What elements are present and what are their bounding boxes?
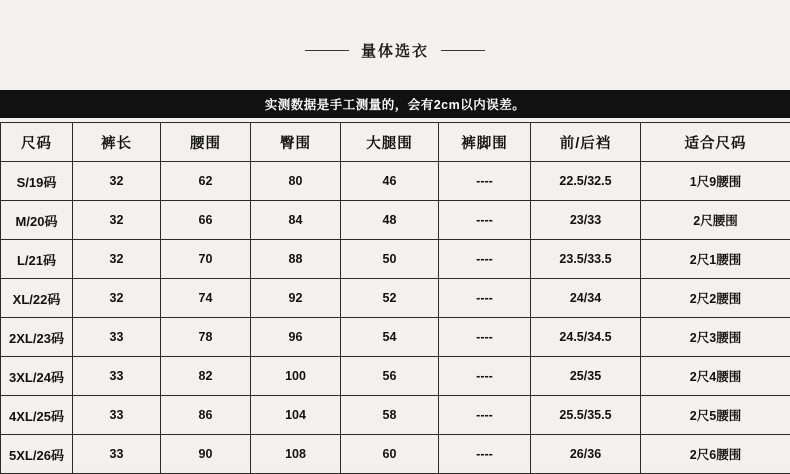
cell-pant-length: 32 [73,240,161,279]
size-table-head [1,123,790,162]
cell-pant-length: 33 [73,396,161,435]
cell-thigh: 54 [341,318,439,357]
cell-pant-length: 33 [73,318,161,357]
cell-hip: 108 [251,435,341,474]
table-row [1,318,790,357]
cell-fit-size: 2尺1腰围 [641,240,790,279]
cell-fit-size: 2尺腰围 [641,201,790,240]
cell-hip: 104 [251,396,341,435]
cell-rise: 25/35 [531,357,641,396]
cell-leg-opening: ---- [439,318,531,357]
cell-thigh: 50 [341,240,439,279]
cell-waist: 62 [161,162,251,201]
cell-thigh: 58 [341,396,439,435]
cell-rise: 26/36 [531,435,641,474]
cell-fit-size: 2尺6腰围 [641,435,790,474]
cell-hip: 80 [251,162,341,201]
column-header-waist: 腰围 [161,123,251,162]
cell-thigh: 52 [341,279,439,318]
cell-fit-size: 2尺2腰围 [641,279,790,318]
title-rule-right [441,50,485,51]
column-header-pant-length: 裤长 [73,123,161,162]
cell-leg-opening: ---- [439,435,531,474]
cell-size: 3XL/24码 [1,357,73,396]
cell-waist: 74 [161,279,251,318]
cell-size: 4XL/25码 [1,396,73,435]
page-title-row [0,40,790,61]
cell-thigh: 46 [341,162,439,201]
cell-size: 5XL/26码 [1,435,73,474]
column-header-size: 尺码 [1,123,73,162]
cell-size: S/19码 [1,162,73,201]
cell-hip: 100 [251,357,341,396]
cell-pant-length: 33 [73,357,161,396]
cell-fit-size: 2尺3腰围 [641,318,790,357]
table-row [1,357,790,396]
cell-waist: 86 [161,396,251,435]
column-header-fit-size: 适合尺码 [641,123,790,162]
cell-waist: 66 [161,201,251,240]
cell-hip: 84 [251,201,341,240]
column-header-rise: 前/后裆 [531,123,641,162]
cell-size: 2XL/23码 [1,318,73,357]
cell-fit-size: 2尺4腰围 [641,357,790,396]
cell-waist: 90 [161,435,251,474]
cell-pant-length: 32 [73,162,161,201]
cell-pant-length: 32 [73,201,161,240]
cell-leg-opening: ---- [439,279,531,318]
cell-leg-opening: ---- [439,162,531,201]
column-header-leg-opening: 裤脚围 [439,123,531,162]
cell-rise: 24.5/34.5 [531,318,641,357]
cell-fit-size: 2尺5腰围 [641,396,790,435]
cell-thigh: 56 [341,357,439,396]
page-title: 量体选衣 [349,40,441,61]
table-header-row [1,123,790,162]
cell-rise: 22.5/32.5 [531,162,641,201]
cell-rise: 25.5/35.5 [531,396,641,435]
cell-rise: 24/34 [531,279,641,318]
cell-size: L/21码 [1,240,73,279]
cell-rise: 23/33 [531,201,641,240]
cell-rise: 23.5/33.5 [531,240,641,279]
cell-size: M/20码 [1,201,73,240]
cell-fit-size: 1尺9腰围 [641,162,790,201]
cell-leg-opening: ---- [439,201,531,240]
cell-leg-opening: ---- [439,396,531,435]
table-row [1,435,790,474]
cell-waist: 70 [161,240,251,279]
cell-hip: 96 [251,318,341,357]
cell-leg-opening: ---- [439,357,531,396]
measurement-notice: 实测数据是手工测量的，会有2cm以内误差。 [0,90,790,118]
table-row [1,201,790,240]
size-table-body [1,162,790,474]
cell-pant-length: 32 [73,279,161,318]
cell-leg-opening: ---- [439,240,531,279]
cell-size: XL/22码 [1,279,73,318]
table-row [1,279,790,318]
cell-thigh: 60 [341,435,439,474]
size-table [0,122,790,474]
title-rule-left [305,50,349,51]
column-header-thigh: 大腿围 [341,123,439,162]
cell-hip: 88 [251,240,341,279]
table-row [1,162,790,201]
cell-thigh: 48 [341,201,439,240]
column-header-hip: 臀围 [251,123,341,162]
cell-pant-length: 33 [73,435,161,474]
cell-hip: 92 [251,279,341,318]
cell-waist: 78 [161,318,251,357]
table-row [1,396,790,435]
cell-waist: 82 [161,357,251,396]
table-row [1,240,790,279]
